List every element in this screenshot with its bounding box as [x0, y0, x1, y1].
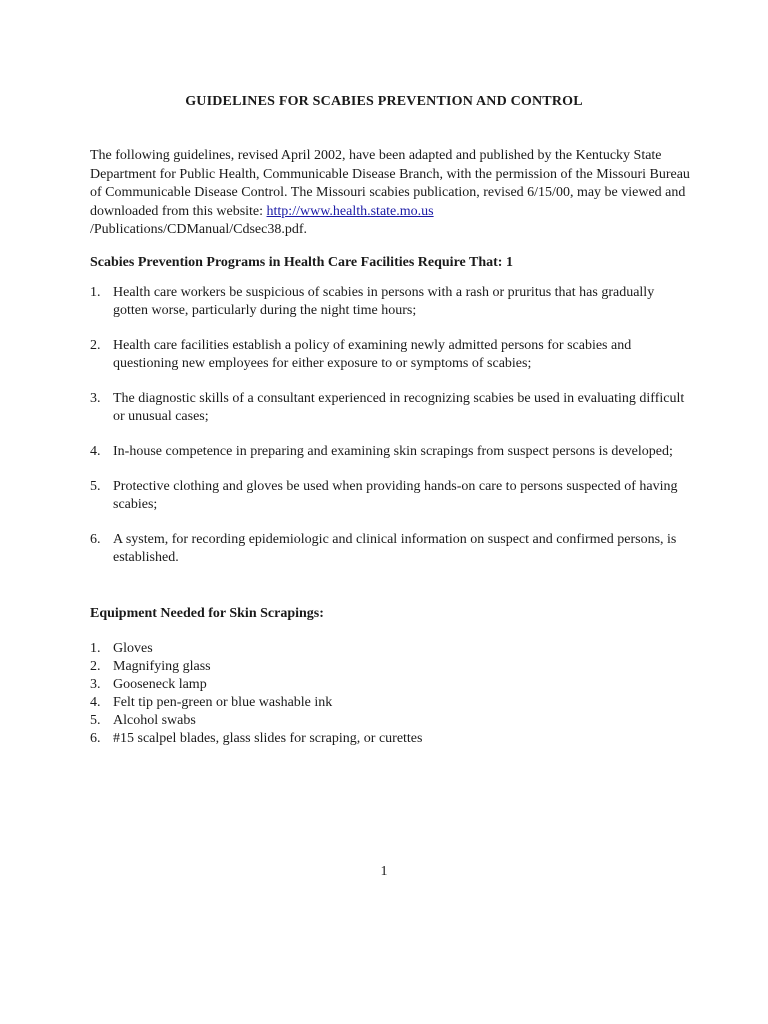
list-item	[90, 712, 690, 730]
list-item-number: 5.	[90, 713, 101, 728]
list-item-text: Felt tip pen-green or blue washable ink	[113, 695, 333, 710]
list-item	[90, 443, 690, 461]
list-item-number: 5.	[90, 479, 101, 494]
intro-paragraph	[90, 147, 690, 240]
list-item	[90, 694, 690, 712]
list-item	[90, 284, 690, 320]
list-item	[90, 478, 690, 514]
list-item-number: 2.	[90, 659, 101, 674]
list-item	[90, 390, 690, 426]
intro-link[interactable]: http://www.health.state.mo.us	[266, 203, 434, 219]
list-item-text: #15 scalpel blades, glass slides for scraping, or curettes	[113, 731, 423, 746]
list-item-text: Health care facilities establish a policy of examining newly admitted persons for scabies and questioning new employees for either exposure to or symptoms of scabies;	[113, 338, 632, 371]
list-item	[90, 640, 690, 658]
list-item-text: Alcohol swabs	[113, 713, 196, 728]
document-title: GUIDELINES FOR SCABIES PREVENTION AND CONTROL	[185, 94, 583, 109]
list-item	[90, 658, 690, 676]
section-heading-prevention: Scabies Prevention Programs in Health Care Facilities Require That: 1	[90, 255, 513, 270]
list-item-text: Gloves	[113, 641, 153, 656]
list-item-number: 6.	[90, 731, 101, 746]
list-item-number: 3.	[90, 391, 101, 406]
prevention-list	[90, 284, 690, 584]
list-item	[90, 676, 690, 694]
list-item-number: 1.	[90, 285, 101, 300]
list-item	[90, 531, 690, 567]
list-item	[90, 730, 690, 748]
list-item-number: 6.	[90, 532, 101, 547]
intro-text: The following guidelines, revised April 2002, have been adapted and published by the Kentucky State Department for Public Health, Communicable Disease Branch, with the permission of the Missouri Bureau of Communicable Disease Control. The Missouri scabies publication, revised 6/15/00, may be viewed and downloaded from this website:	[90, 148, 690, 219]
list-item-text: Health care workers be suspicious of scabies in persons with a rash or pruritus that has gradually gotten worse, particularly during the night time hours;	[113, 285, 655, 318]
list-item	[90, 337, 690, 373]
list-item-text: Protective clothing and gloves be used when providing hands-on care to persons suspected of having scabies;	[113, 479, 678, 512]
list-item-text: Magnifying glass	[113, 659, 211, 674]
list-item-number: 4.	[90, 695, 101, 710]
list-item-text: The diagnostic skills of a consultant experienced in recognizing scabies be used in evaluating difficult or unusual cases;	[113, 391, 685, 424]
list-item-text: In-house competence in preparing and examining skin scrapings from suspect persons is developed;	[113, 444, 673, 459]
list-item-text: Gooseneck lamp	[113, 677, 207, 692]
intro-tail: /Publications/CDManual/Cdsec38.pdf.	[90, 222, 307, 237]
list-item-number: 3.	[90, 677, 101, 692]
page-number: 1	[380, 864, 388, 879]
list-item-text: A system, for recording epidemiologic and clinical information on suspect and confirmed persons, is established.	[113, 532, 677, 565]
list-item-number: 2.	[90, 338, 101, 353]
list-item-number: 4.	[90, 444, 101, 459]
list-item-number: 1.	[90, 641, 101, 656]
equipment-list	[90, 640, 690, 748]
section-heading-equipment: Equipment Needed for Skin Scrapings:	[90, 606, 324, 621]
